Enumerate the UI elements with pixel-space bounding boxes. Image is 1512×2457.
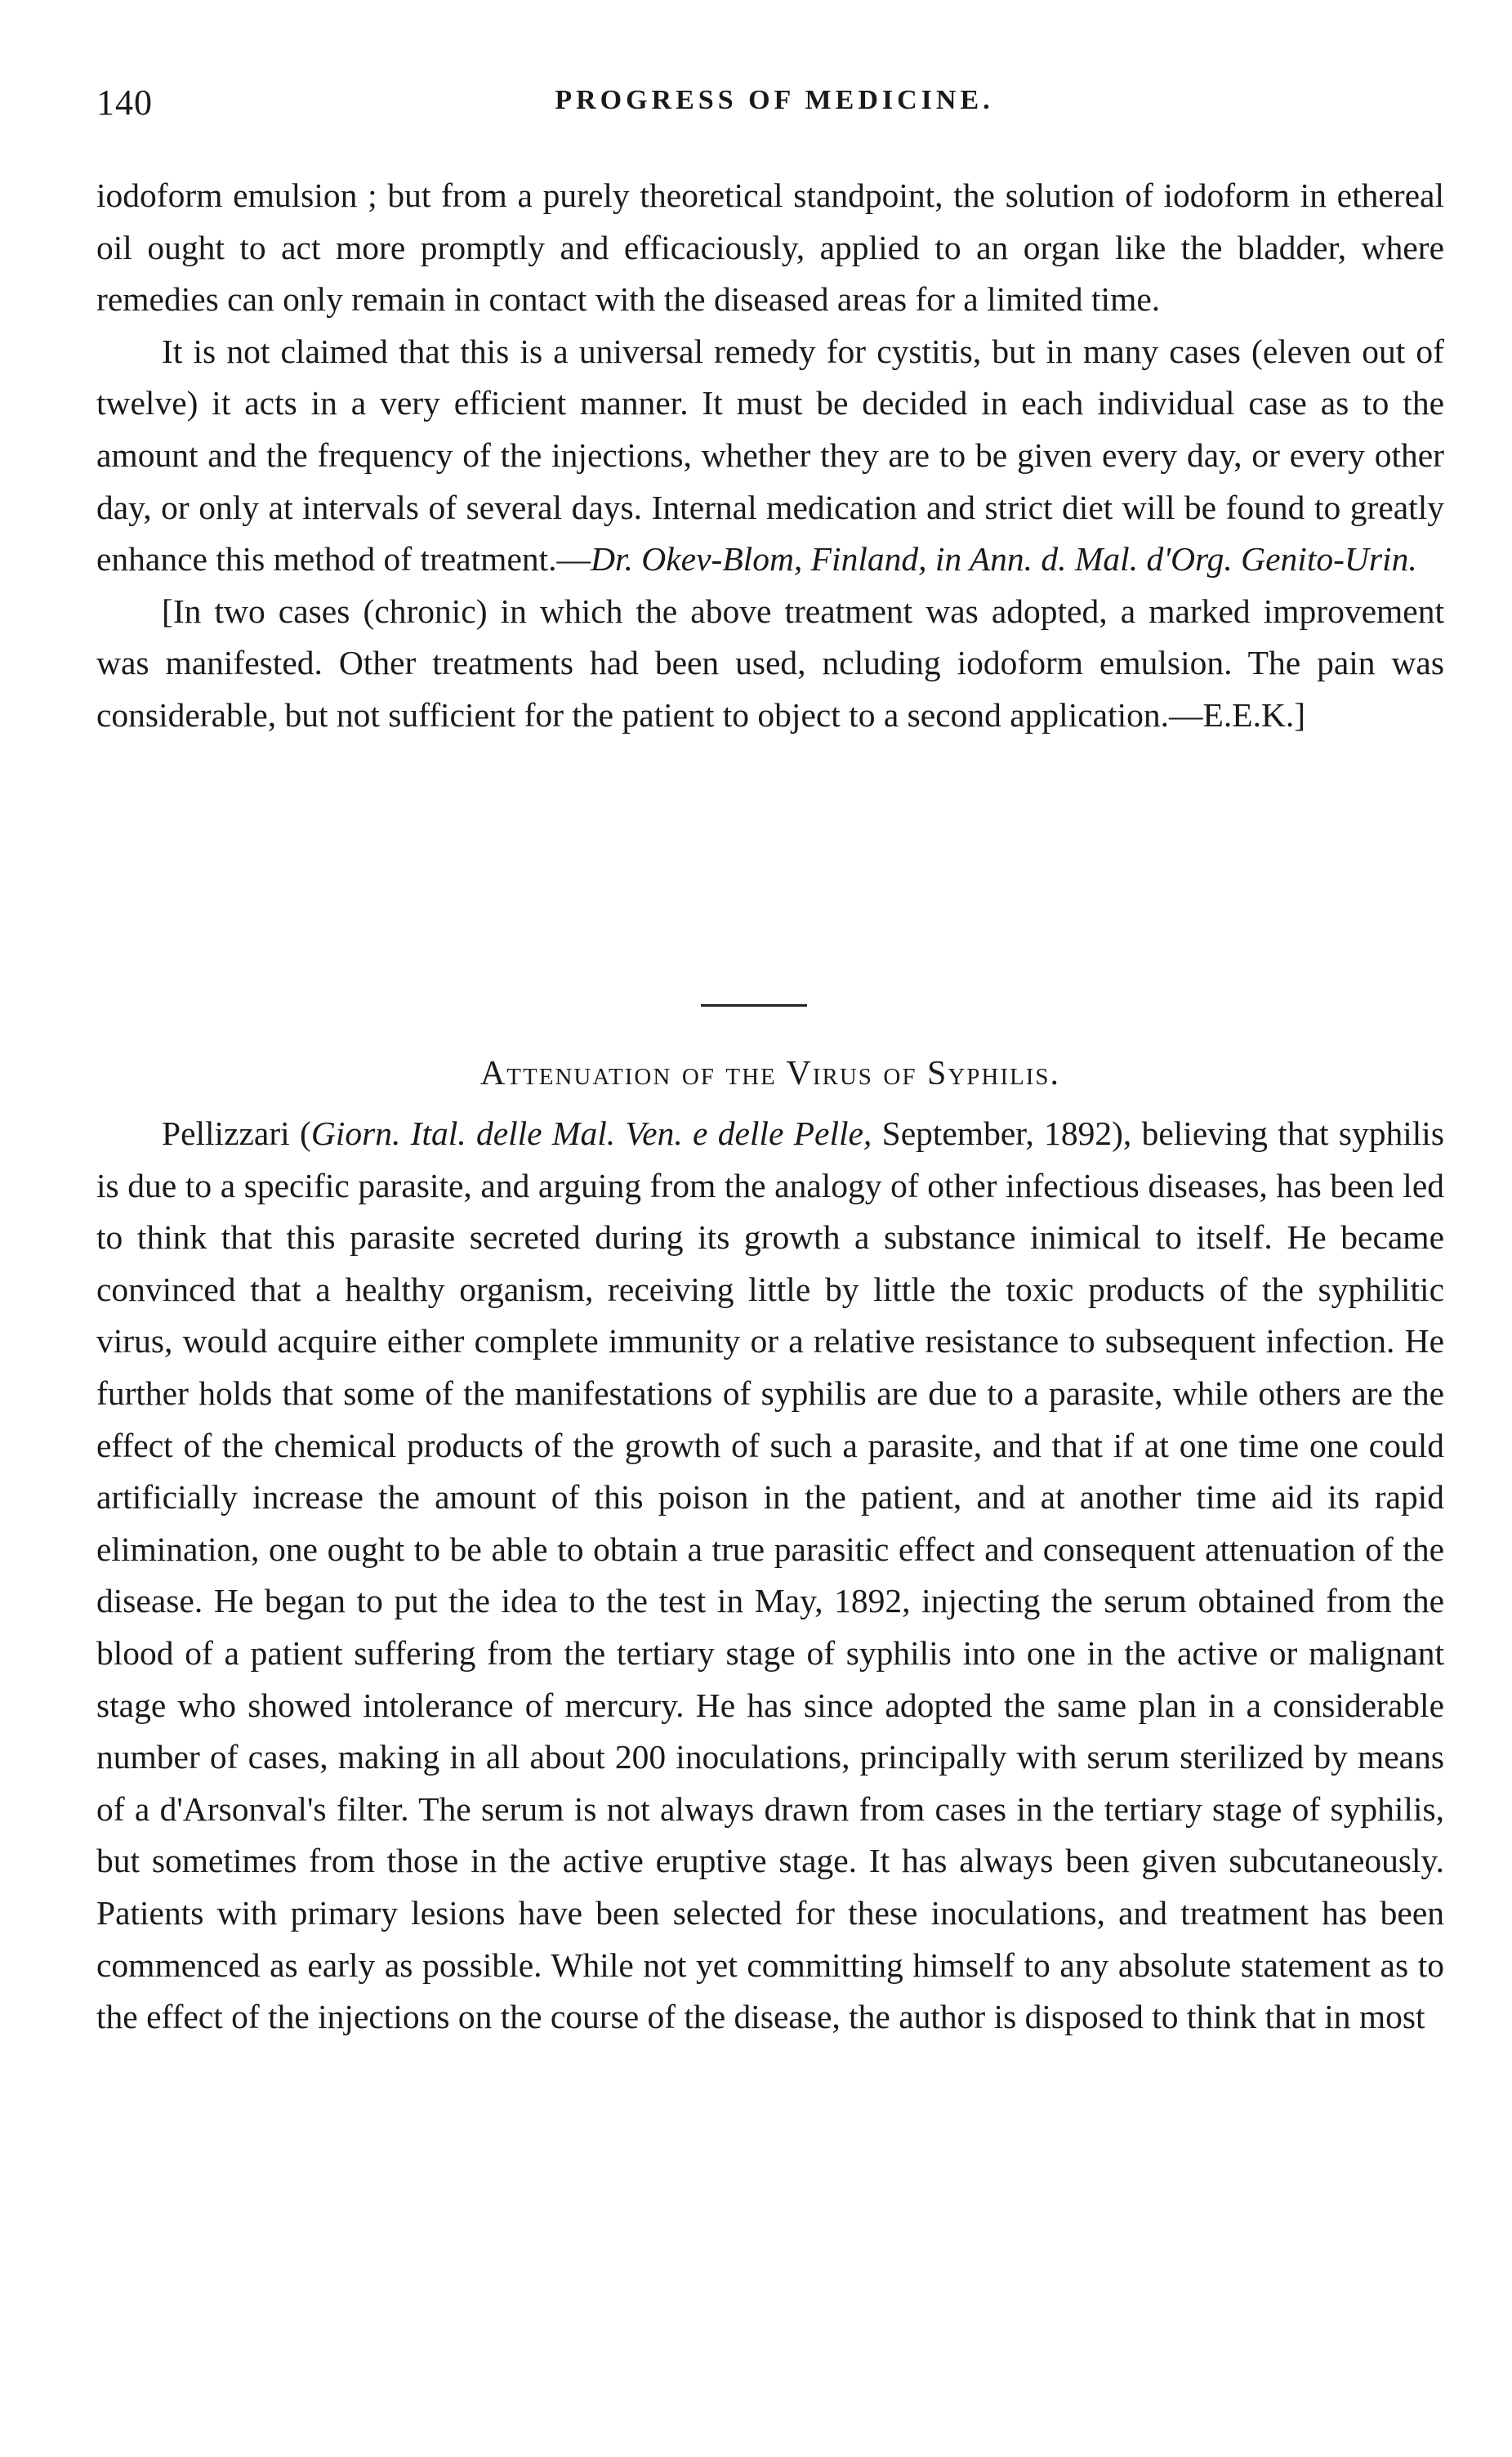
paragraph-editor-note: [In two cases (chronic) in which the above treatment was adopted, a marked improvement was manifested. Other treatments had been used, ncluding iodoform emulsion. The pain was considerable, but not sufficient for the patient to object to a second application.—E.E.K.] [96, 592, 1444, 734]
journal-title: Giorn. Ital. delle Mal. Ven. e delle Pelle, [310, 1115, 872, 1152]
running-head: PROGRESS OF MEDICINE. [555, 85, 994, 115]
paragraph-iodoform-emulsion: iodoform emulsion ; but from a purely theoretical standpoint, the solution of iodoform in ethereal oil ought to act more promptly and efficaciously, applied to an organ like the bladder, where remedies can only remain in contact with the diseased areas for a limited time. [96, 176, 1444, 319]
section-article [96, 1108, 1444, 2044]
paragraph-pellizzari-text: September, 1892), believing that syphilis is due to a specific parasite, and arguing from the analogy of other infectious diseases, has been led to think that this parasite secreted during its growth a substance inimical to itself. He became convinced that a healthy organism, receiving little by little the toxic products of the syphilitic virus, would acquire either complete immunity or a relative resistance to subsequent infection. He further holds that some of the manifestations of syphilis are due to a parasite, while others are the effect of the chemical products of the growth of such a parasite, and that if at one time one could artificially increase the amount of this poison in the patient, and at another time aid its rapid elimination, one ought to be able to obtain a true parasitic effect and consequent attenuation of the disease. He began to put the idea to the test in May, 1892, injecting the serum obtained from the blood of a patient suffering from the tertiary stage of syphilis into one in the active or malignant stage who showed intolerance of mercury. He has since adopted the same plan in a considerable number of cases, making in all about 200 inoculations, principally with serum sterilized by means of a d'Arsonval's filter. The serum is not always drawn from cases in the tertiary stage of syphilis, but sometimes from those in the active eruptive stage. It has always been given subcutaneously. Patients with primary lesions have been selected for these inoculations, and treatment has been commenced as early as possible. While not yet committing himself to any absolute statement as to the effect of the injections on the course of the disease, the author is disposed to think that in most [96, 1115, 1444, 2036]
section-title: Attenuation of the Virus of Syphilis. [479, 1055, 1061, 1092]
section-divider [701, 1004, 807, 1007]
page-number: 140 [96, 83, 153, 123]
author-name: Pellizzari ( [162, 1115, 311, 1152]
page-header [96, 82, 1452, 131]
paragraph-pellizzari [96, 1108, 1444, 2044]
paragraph-cystitis-remedy [96, 326, 1444, 586]
citation: Dr. Okev-Blom, Finland, in Ann. d. Mal. d'Org. Genito-Urin. [591, 540, 1417, 579]
continued-article [96, 170, 1444, 742]
paragraph-cystitis-text: It is not claimed that this is a universal remedy for cystitis, but in many cases (eleven out of twelve) it acts in a very efficient manner. It must be decided in each individual case as to the amount and the frequency of the injections, whether they are to be given every day, or every other day, or only at intervals of several days. Internal medication and strict diet will be found to greatly enhance this method of treatment.— [96, 332, 1444, 579]
